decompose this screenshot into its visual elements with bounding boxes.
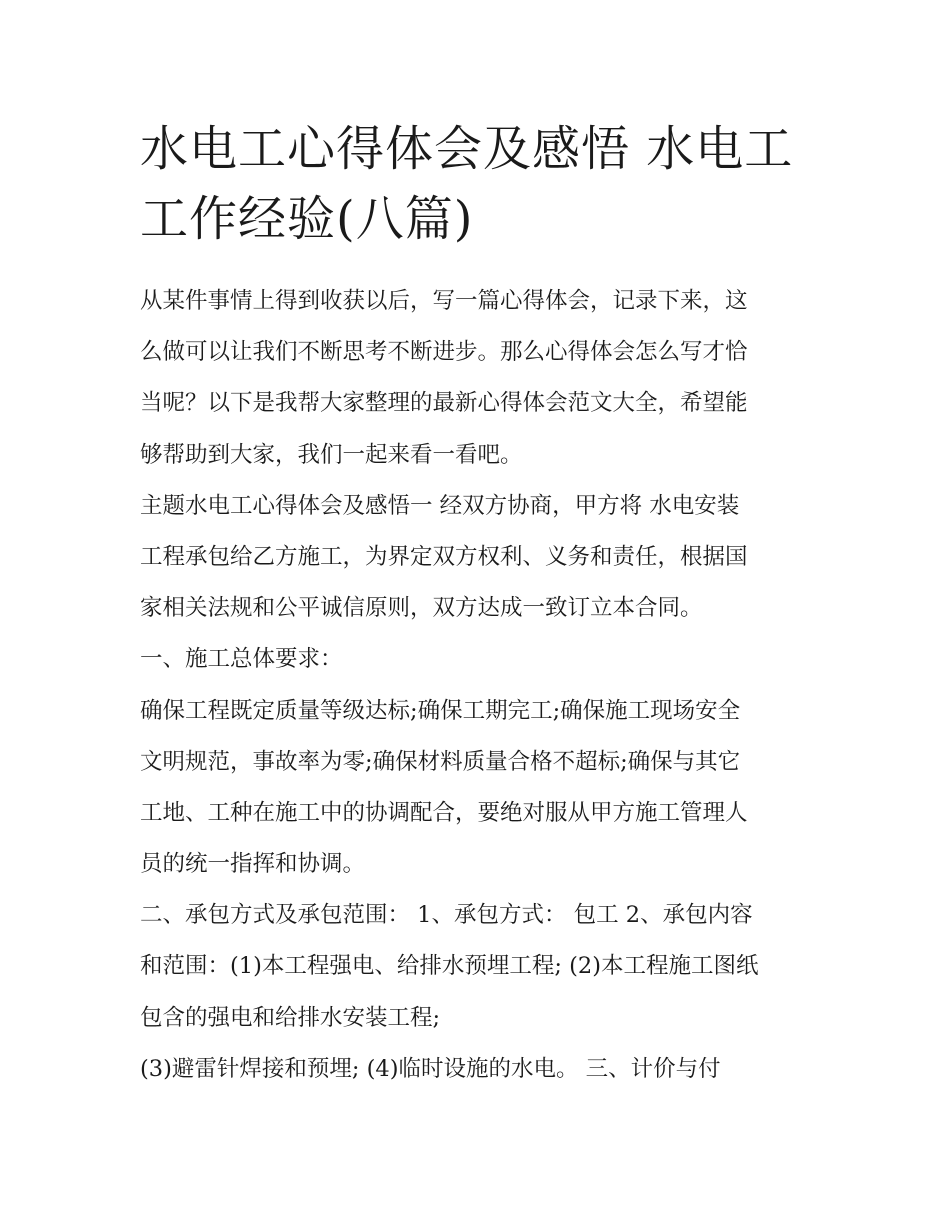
body-line: 够帮助到大家，我们一起来看一看吧。: [140, 441, 523, 468]
body-line: 文明规范，事故率为零;确保材料质量合格不超标;确保与其它: [140, 748, 741, 775]
title-line-2: 工作经验(八篇): [140, 191, 474, 247]
document-title: [140, 114, 820, 254]
body-line: 从某件事情上得到收获以后，写一篇心得体会，记录下来，这: [140, 288, 748, 314]
document-body: [140, 276, 820, 1095]
body-line: 主题水电工心得体会及感悟一 经双方协商，甲方将 水电安装: [140, 492, 740, 519]
title-line-1: 水电工心得体会及感悟 水电工: [140, 121, 794, 177]
body-line: 当呢？以下是我帮大家整理的最新心得体会范文大全，希望能: [140, 390, 748, 417]
body-line: 员的统一指挥和协调。: [140, 851, 366, 878]
body-line: 包含的强电和给排水安装工程;: [140, 1004, 441, 1031]
body-line: 和范围：(1)本工程强电、给排水预埋工程; (2)本工程施工图纸: [140, 953, 759, 980]
section-heading-contract-scope: 二、承包方式及承包范围： 1、承包方式： 包工 2、承包内容: [140, 902, 753, 929]
body-line: (3)避雷针焊接和预埋; (4)临时设施的水电。 三、计价与付: [140, 1055, 721, 1082]
body-line: 家相关法规和公平诚信原则，双方达成一致订立本合同。: [140, 595, 703, 622]
body-line: 么做可以让我们不断思考不断进步。那么心得体会怎么写才恰: [140, 339, 748, 366]
body-line: 确保工程既定质量等级达标;确保工期完工;确保施工现场安全: [140, 697, 741, 724]
body-line: 工地、工种在施工中的协调配合，要绝对服从甲方施工管理人: [140, 799, 748, 826]
body-line: 工程承包给乙方施工，为界定双方权利、义务和责任，根据国: [140, 543, 748, 570]
section-heading-construction-requirements: 一、施工总体要求：: [140, 646, 343, 673]
